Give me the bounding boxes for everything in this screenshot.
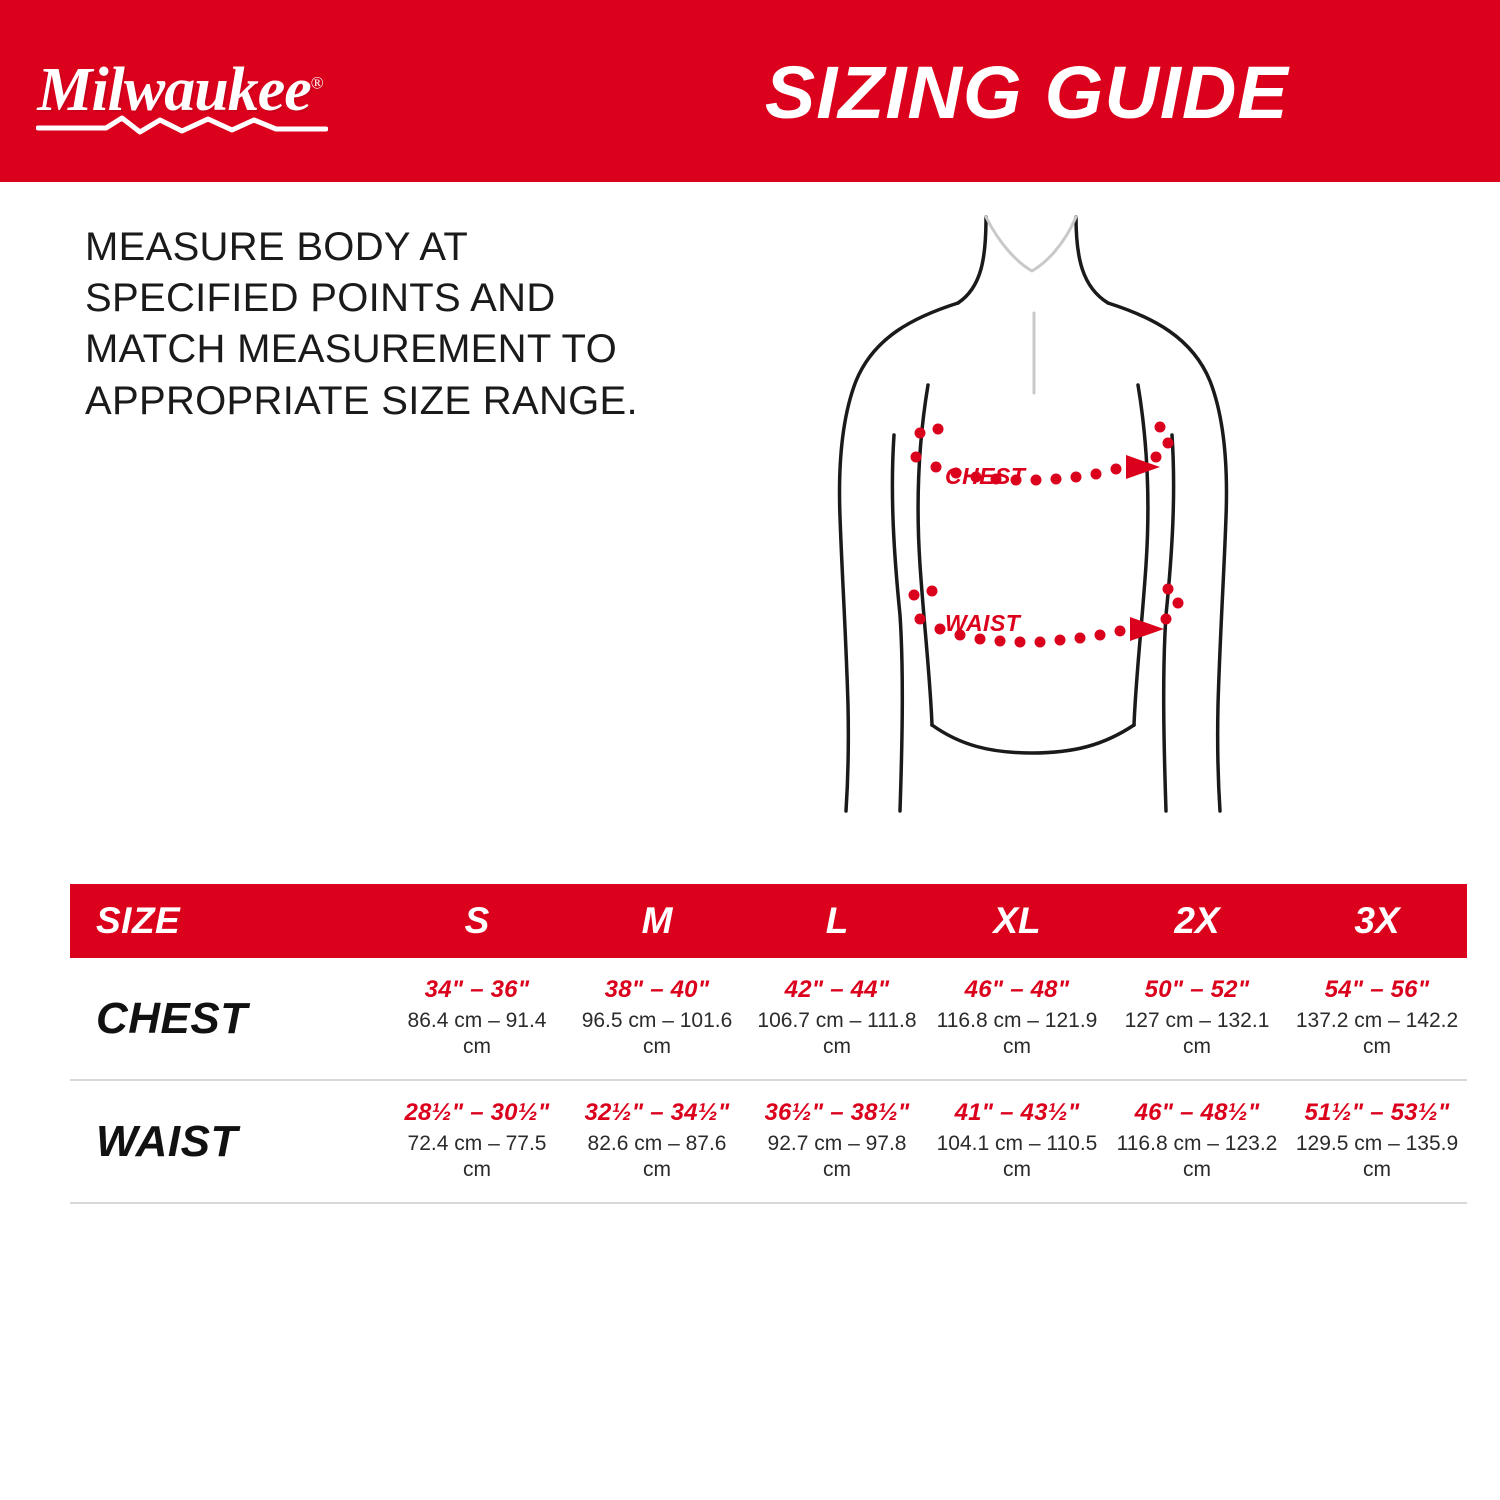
table-header-2x: 2X bbox=[1107, 884, 1287, 958]
milwaukee-logo bbox=[30, 30, 330, 150]
cell-cm: 86.4 cm – 91.4 cm bbox=[407, 1009, 547, 1058]
cell-cm: 116.8 cm – 121.9 cm bbox=[936, 1009, 1098, 1058]
cell-cm: 72.4 cm – 77.5 cm bbox=[407, 1132, 547, 1181]
page-title: SIZING GUIDE bbox=[764, 51, 1289, 134]
brand-name-text: Milwaukee bbox=[37, 56, 311, 124]
cell-inches: 32½" – 34½" bbox=[584, 1099, 730, 1127]
cell-cm: 92.7 cm – 97.8 cm bbox=[767, 1132, 907, 1181]
table-header-s: S bbox=[387, 884, 567, 958]
page-header bbox=[0, 0, 1500, 182]
table-row bbox=[70, 1080, 1467, 1203]
intro-instructions: MEASURE BODY AT SPECIFIED POINTS AND MATCH MEASUREMENT TO APPROPRIATE SIZE RANGE. bbox=[85, 225, 638, 423]
cell-waist-l bbox=[747, 1080, 927, 1203]
row-label-chest: CHEST bbox=[70, 958, 387, 1080]
brand-name bbox=[37, 56, 323, 124]
table-header-xl: XL bbox=[927, 884, 1107, 958]
cell-cm: 106.7 cm – 111.8 cm bbox=[757, 1009, 917, 1058]
cell-inches: 41" – 43½" bbox=[954, 1099, 1080, 1127]
cell-cm: 116.8 cm – 123.2 cm bbox=[1116, 1132, 1278, 1181]
cell-waist-2x bbox=[1107, 1080, 1287, 1203]
table-body bbox=[70, 958, 1467, 1203]
cell-cm: 82.6 cm – 87.6 cm bbox=[587, 1132, 727, 1181]
body-outline-illustration bbox=[790, 205, 1310, 845]
cell-inches: 54" – 56" bbox=[1324, 976, 1430, 1003]
cell-chest-xl bbox=[927, 958, 1107, 1080]
cell-inches: 34" – 36" bbox=[424, 976, 530, 1003]
cell-inches: 51½" – 53½" bbox=[1304, 1099, 1450, 1127]
cell-inches: 38" – 40" bbox=[604, 976, 710, 1003]
cell-cm: 96.5 cm – 101.6 cm bbox=[581, 1009, 733, 1058]
row-label-waist: WAIST bbox=[70, 1080, 387, 1203]
table-header-size: SIZE bbox=[70, 884, 387, 958]
waist-measure-label: WAIST bbox=[945, 610, 1021, 636]
chest-measure-label: CHEST bbox=[945, 463, 1026, 489]
cell-waist-s bbox=[387, 1080, 567, 1203]
cell-waist-xl bbox=[927, 1080, 1107, 1203]
cell-waist-m bbox=[567, 1080, 747, 1203]
table-header-row bbox=[70, 884, 1467, 958]
table-row bbox=[70, 958, 1467, 1080]
cell-cm: 137.2 cm – 142.2 cm bbox=[1295, 1009, 1459, 1058]
torso-diagram bbox=[790, 205, 1310, 845]
cell-cm: 129.5 cm – 135.9 cm bbox=[1295, 1132, 1459, 1181]
cell-inches: 36½" – 38½" bbox=[764, 1099, 910, 1127]
cell-cm: 127 cm – 132.1 cm bbox=[1124, 1009, 1270, 1058]
cell-inches: 46" – 48" bbox=[964, 976, 1070, 1003]
cell-chest-s bbox=[387, 958, 567, 1080]
cell-cm: 104.1 cm – 110.5 cm bbox=[936, 1132, 1098, 1181]
cell-inches: 28½" – 30½" bbox=[404, 1099, 550, 1127]
cell-chest-l bbox=[747, 958, 927, 1080]
registered-mark: ® bbox=[310, 73, 323, 93]
cell-inches: 46" – 48½" bbox=[1134, 1099, 1260, 1127]
table-header-3x: 3X bbox=[1287, 884, 1467, 958]
cell-inches: 50" – 52" bbox=[1144, 976, 1250, 1003]
sizing-table-container bbox=[70, 884, 1459, 1204]
cell-inches: 42" – 44" bbox=[784, 976, 890, 1003]
table-header bbox=[70, 884, 1467, 958]
cell-waist-3x bbox=[1287, 1080, 1467, 1203]
sizing-table bbox=[70, 884, 1467, 1204]
table-header-m: M bbox=[567, 884, 747, 958]
cell-chest-2x bbox=[1107, 958, 1287, 1080]
cell-chest-3x bbox=[1287, 958, 1467, 1080]
table-header-l: L bbox=[747, 884, 927, 958]
cell-chest-m bbox=[567, 958, 747, 1080]
